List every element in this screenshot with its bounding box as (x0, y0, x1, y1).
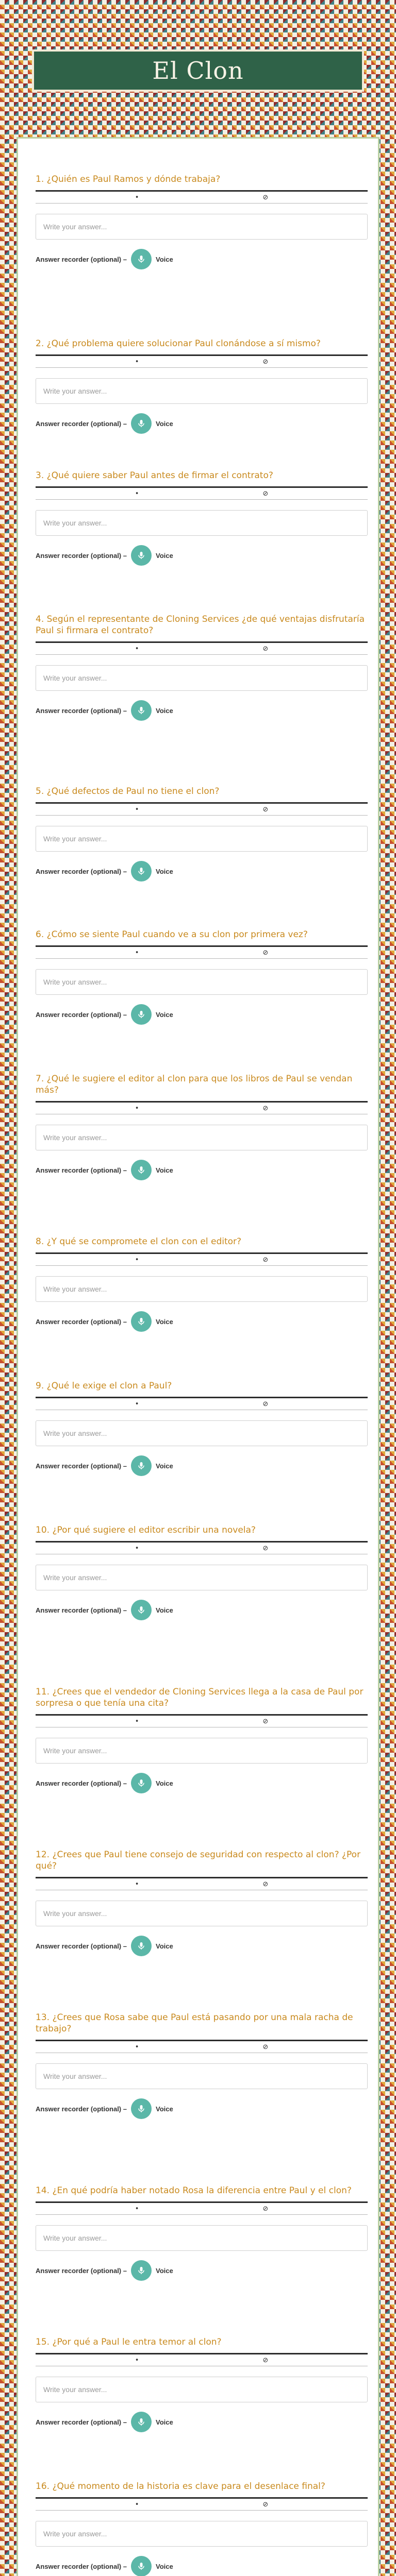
question-text: 4. Según el representante de Cloning Services ¿de qué ventajas disfrutaría Paul si firmara el contrato? (36, 614, 365, 636)
answer-input[interactable] (42, 518, 361, 528)
bullet-list-button[interactable]: • (135, 1400, 139, 1408)
answer-recorder (36, 700, 368, 721)
answer-recorder (36, 545, 368, 566)
answer-input[interactable] (42, 2233, 361, 2243)
format-toolbar (36, 641, 368, 655)
record-button[interactable] (131, 1600, 152, 1620)
question-block (36, 614, 368, 721)
clear-format-button[interactable]: ⊘ (262, 1400, 269, 1408)
voice-label: Voice (155, 867, 173, 875)
answer-box (36, 1125, 368, 1150)
format-toolbar (36, 1877, 368, 1890)
answer-input[interactable] (42, 1284, 361, 1294)
clear-format-button[interactable]: ⊘ (262, 1256, 269, 1264)
microphone-icon (137, 867, 145, 875)
page-title-text: El Clon (152, 57, 244, 84)
answer-recorder (36, 1004, 368, 1025)
format-toolbar (36, 1714, 368, 1727)
answer-recorder (36, 1773, 368, 1793)
question-text: 14. ¿En qué podría haber notado Rosa la diferencia entre Paul y el clon? (36, 2185, 352, 2196)
answer-recorder (36, 861, 368, 882)
microphone-icon (137, 1606, 145, 1614)
bullet-list-button[interactable]: • (135, 1717, 139, 1725)
clear-format-button[interactable]: ⊘ (262, 645, 269, 653)
answer-box (36, 1901, 368, 1926)
recorder-label: Answer recorder (optional) – (36, 1166, 127, 1174)
microphone-icon (137, 1317, 145, 1326)
microphone-icon (137, 1166, 145, 1174)
answer-box (36, 1276, 368, 1302)
answer-input[interactable] (42, 2529, 361, 2538)
bullet-list-button[interactable]: • (135, 645, 139, 653)
microphone-icon (137, 551, 145, 560)
bullet-list-button[interactable]: • (135, 1880, 139, 1888)
answer-input[interactable] (42, 222, 361, 231)
microphone-icon (137, 1942, 145, 1950)
answer-recorder (36, 2098, 368, 2119)
bullet-list-button[interactable]: • (135, 489, 139, 498)
page-title (32, 49, 364, 92)
record-button[interactable] (131, 413, 152, 434)
bullet-list-button[interactable]: • (135, 2205, 139, 2213)
question-block (36, 2481, 368, 2576)
question-text: 9. ¿Qué le exige el clon a Paul? (36, 1381, 172, 1391)
answer-box (36, 665, 368, 691)
recorder-label: Answer recorder (optional) – (36, 1462, 127, 1470)
question-text: 5. ¿Qué defectos de Paul no tiene el clon? (36, 786, 220, 796)
record-button[interactable] (131, 1311, 152, 1332)
clear-format-button[interactable]: ⊘ (262, 1544, 269, 1552)
answer-input[interactable] (42, 1429, 361, 1438)
question-block (36, 1849, 368, 1956)
record-button[interactable] (131, 700, 152, 721)
record-button[interactable] (131, 545, 152, 566)
question-text: 8. ¿Y qué se compromete el clon con el editor? (36, 1236, 242, 1247)
format-toolbar (36, 486, 368, 500)
clear-format-button[interactable]: ⊘ (262, 2043, 269, 2051)
recorder-label: Answer recorder (optional) – (36, 2562, 127, 2570)
recorder-label: Answer recorder (optional) – (36, 1010, 127, 1019)
recorder-label: Answer recorder (optional) – (36, 2266, 127, 2275)
clear-format-button[interactable]: ⊘ (262, 358, 269, 366)
clear-format-button[interactable]: ⊘ (262, 489, 269, 498)
recorder-label: Answer recorder (optional) – (36, 1942, 127, 1950)
question-block (36, 2012, 368, 2119)
voice-label: Voice (155, 2266, 173, 2275)
microphone-icon (137, 1010, 145, 1019)
answer-input[interactable] (42, 1573, 361, 1582)
record-button[interactable] (131, 1004, 152, 1025)
question-text: 1. ¿Quién es Paul Ramos y dónde trabaja? (36, 174, 221, 184)
record-button[interactable] (131, 249, 152, 269)
format-toolbar (36, 354, 368, 368)
clear-format-button[interactable]: ⊘ (262, 1104, 269, 1112)
format-toolbar (36, 1541, 368, 1554)
bullet-list-button[interactable]: • (135, 2043, 139, 2051)
microphone-icon (137, 1779, 145, 1787)
answer-recorder (36, 1936, 368, 1956)
voice-label: Voice (155, 551, 173, 560)
format-toolbar (36, 2497, 368, 2511)
clear-format-button[interactable]: ⊘ (262, 948, 269, 957)
question-text: 11. ¿Crees que el vendedor de Cloning Services llega a la casa de Paul por sorpresa o que tenía una cita? (36, 1687, 364, 1708)
record-button[interactable] (131, 1160, 152, 1180)
format-toolbar (36, 802, 368, 816)
answer-input[interactable] (42, 977, 361, 987)
question-block (36, 2174, 368, 2281)
answer-box (36, 969, 368, 995)
question-block (36, 2336, 368, 2432)
voice-label: Voice (155, 1942, 173, 1950)
question-block (36, 1524, 368, 1620)
recorder-label: Answer recorder (optional) – (36, 2105, 127, 2113)
question-block (36, 174, 368, 269)
answer-box (36, 2225, 368, 2251)
worksheet-card (16, 137, 380, 2576)
question-block (36, 1686, 368, 1793)
question-text: 12. ¿Crees que Paul tiene consejo de seguridad con respecto al clon? ¿Por qué? (36, 1850, 361, 1871)
answer-recorder (36, 2260, 368, 2281)
microphone-icon (137, 2266, 145, 2275)
answer-box (36, 214, 368, 240)
question-block (36, 786, 368, 882)
bullet-list-button[interactable]: • (135, 2356, 139, 2364)
answer-input[interactable] (42, 386, 361, 396)
bullet-list-button[interactable]: • (135, 805, 139, 814)
question-text: 10. ¿Por qué sugiere el editor escribir una novela? (36, 1525, 256, 1535)
answer-recorder (36, 2412, 368, 2432)
format-toolbar (36, 2201, 368, 2215)
recorder-label: Answer recorder (optional) – (36, 2418, 127, 2426)
answer-recorder (36, 2556, 368, 2576)
question-text: 6. ¿Cómo se siente Paul cuando ve a su clon por primera vez? (36, 929, 308, 940)
recorder-label: Answer recorder (optional) – (36, 1779, 127, 1787)
voice-label: Voice (155, 706, 173, 715)
answer-recorder (36, 1455, 368, 1476)
question-block (36, 1236, 368, 1332)
bullet-list-button[interactable]: • (135, 2500, 139, 2509)
answer-input[interactable] (42, 2072, 361, 2081)
bullet-list-button[interactable]: • (135, 358, 139, 366)
record-button[interactable] (131, 2098, 152, 2119)
record-button[interactable] (131, 861, 152, 882)
recorder-label: Answer recorder (optional) – (36, 706, 127, 715)
microphone-icon (137, 255, 145, 263)
question-block (36, 1073, 368, 1180)
answer-box (36, 378, 368, 404)
record-button[interactable] (131, 2412, 152, 2432)
format-toolbar (36, 1101, 368, 1114)
answer-box (36, 1565, 368, 1590)
microphone-icon (137, 2105, 145, 2113)
format-toolbar (36, 2040, 368, 2053)
question-text: 13. ¿Crees que Rosa sabe que Paul está pasando por una mala racha de trabajo? (36, 2012, 353, 2034)
voice-label: Voice (155, 419, 173, 428)
question-block (36, 929, 368, 1025)
question-text: 2. ¿Qué problema quiere solucionar Paul clonándose a sí mismo? (36, 338, 321, 349)
recorder-label: Answer recorder (optional) – (36, 867, 127, 875)
clear-format-button[interactable]: ⊘ (262, 2356, 269, 2364)
microphone-icon (137, 1462, 145, 1470)
record-button[interactable] (131, 1773, 152, 1793)
answer-box (36, 1738, 368, 1764)
recorder-label: Answer recorder (optional) – (36, 419, 127, 428)
voice-label: Voice (155, 1779, 173, 1787)
answer-input[interactable] (42, 1133, 361, 1142)
voice-label: Voice (155, 1462, 173, 1470)
answer-input[interactable] (42, 1746, 361, 1755)
answer-recorder (36, 1600, 368, 1620)
format-toolbar (36, 1252, 368, 1266)
answer-box (36, 2377, 368, 2402)
clear-format-button[interactable]: ⊘ (262, 1717, 269, 1725)
format-toolbar (36, 2353, 368, 2366)
answer-recorder (36, 1160, 368, 1180)
answer-input[interactable] (42, 673, 361, 683)
recorder-label: Answer recorder (optional) – (36, 255, 127, 263)
answer-box (36, 510, 368, 536)
microphone-icon (137, 706, 145, 715)
microphone-icon (137, 2418, 145, 2426)
clear-format-button[interactable]: ⊘ (262, 2500, 269, 2509)
answer-input[interactable] (42, 834, 361, 843)
record-button[interactable] (131, 2260, 152, 2281)
question-text: 7. ¿Qué le sugiere el editor al clon para que los libros de Paul se vendan más? (36, 1074, 353, 1095)
question-block (36, 327, 368, 434)
clear-format-button[interactable]: ⊘ (262, 1880, 269, 1888)
bullet-list-button[interactable]: • (135, 948, 139, 957)
clear-format-button[interactable]: ⊘ (262, 805, 269, 814)
answer-box (36, 2063, 368, 2089)
voice-label: Voice (155, 1010, 173, 1019)
format-toolbar (36, 190, 368, 204)
voice-label: Voice (155, 1166, 173, 1174)
voice-label: Voice (155, 2418, 173, 2426)
answer-recorder (36, 413, 368, 434)
format-toolbar (36, 1397, 368, 1410)
bullet-list-button[interactable]: • (135, 1544, 139, 1552)
recorder-label: Answer recorder (optional) – (36, 551, 127, 560)
answer-recorder (36, 1311, 368, 1332)
answer-box (36, 1420, 368, 1446)
question-text: 15. ¿Por qué a Paul le entra temor al clon? (36, 2337, 222, 2347)
recorder-label: Answer recorder (optional) – (36, 1606, 127, 1614)
clear-format-button[interactable]: ⊘ (262, 2205, 269, 2213)
bullet-list-button[interactable]: • (135, 1256, 139, 1264)
voice-label: Voice (155, 1317, 173, 1326)
question-text: 16. ¿Qué momento de la historia es clave para el desenlace final? (36, 2481, 325, 2492)
question-text: 3. ¿Qué quiere saber Paul antes de firmar el contrato? (36, 470, 273, 481)
recorder-label: Answer recorder (optional) – (36, 1317, 127, 1326)
answer-box (36, 2521, 368, 2547)
bullet-list-button[interactable]: • (135, 193, 139, 201)
clear-format-button[interactable]: ⊘ (262, 193, 269, 201)
voice-label: Voice (155, 1606, 173, 1614)
microphone-icon (137, 2562, 145, 2570)
answer-recorder (36, 249, 368, 269)
record-button[interactable] (131, 1936, 152, 1956)
question-block (36, 470, 368, 566)
answer-box (36, 826, 368, 852)
voice-label: Voice (155, 2562, 173, 2570)
record-button[interactable] (131, 2556, 152, 2576)
voice-label: Voice (155, 255, 173, 263)
microphone-icon (137, 419, 145, 428)
record-button[interactable] (131, 1455, 152, 1476)
voice-label: Voice (155, 2105, 173, 2113)
bullet-list-button[interactable]: • (135, 1104, 139, 1112)
answer-input[interactable] (42, 1909, 361, 1918)
format-toolbar (36, 945, 368, 959)
question-block (36, 1380, 368, 1476)
answer-input[interactable] (42, 2385, 361, 2394)
